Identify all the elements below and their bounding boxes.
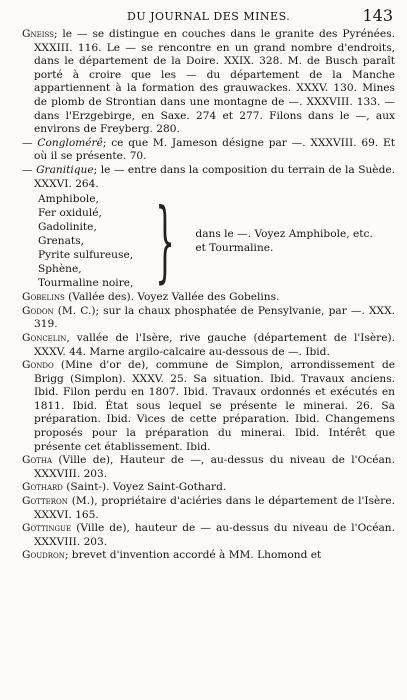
mineral-item: Grenats, (38, 235, 84, 248)
index-entry-gotha (22, 454, 395, 481)
mineral-note-line: et Tourmaline. (195, 242, 274, 255)
index-entry-goncelin (22, 332, 395, 359)
index-entry-granitique (22, 164, 395, 191)
mineral-item: Sphène, (38, 263, 82, 276)
page-number: 143 (362, 6, 393, 25)
entry-text: (Saint-). Voyez Saint-Gothard. (62, 481, 227, 494)
entry-head: — Conglomérê (22, 136, 103, 149)
mineral-item: Gadolinite, (38, 221, 97, 234)
entry-text: ; le — se distingue en couches dans le granite des Pyrénées. XXXIII. 116. Le — se rencontre en un grand nombre d'endroits, dans le département de la Doire. XXIX. 328. M. de Busch paraît porté à croire que les — du département de la Manche appartiennent à la formation des grauwackes. XXXV. 130. Mines de plomb de Strontian dans une montagne de —. XXXVIII. 133. — dans l'Erzgebirge, en Saxe. 274 et 277. Filons dans le —, aux environs de Freyberg. 280. (34, 28, 395, 136)
mineral-item: Fer oxidulé, (38, 207, 102, 220)
entry-text: ; ce que M. Jameson désigne par —. XXXVIII. 69. Et où il se présente. 70. (34, 136, 395, 163)
mineral-note-line: dans le —. Voyez Amphibole, etc. (195, 228, 373, 241)
entry-head: Godon (22, 304, 54, 317)
entry-head: Gondo (22, 359, 54, 372)
entry-text: (M. C.); sur la chaux phosphatée de Pensylvanie, par —. XXX. 319. (34, 304, 395, 331)
mineral-item: Tourmaline noire, (38, 277, 134, 290)
page-header (22, 6, 395, 28)
index-body (22, 28, 395, 563)
index-entry-gottingue (22, 522, 395, 549)
entry-text: , vallée de l'Isère, rive gauche (département de l'Isère). XXXV. 44. Marne argilo-calcaire au-dessous de —. Ibid. (34, 331, 395, 358)
mineral-item: Amphibole, (38, 193, 99, 206)
entry-head: Gobelins (22, 291, 65, 304)
entry-head: Gothard (22, 481, 63, 494)
index-entry-gobelins (22, 291, 395, 305)
index-entry-conglomere (22, 137, 395, 164)
entry-text: (Ville de), Hauteur de —, au-dessus du niveau de l'Océan. XXXVIII. 203. (34, 454, 395, 480)
mineral-list (22, 189, 395, 293)
entry-text: (M.), propriétaire d'aciéries dans le département de l'Isère. XXXVI. 165. (34, 495, 395, 521)
entry-head: Goncelin (22, 331, 67, 344)
index-entry-goudron (22, 549, 395, 563)
entry-text: (Ville de), hauteur de — au-dessus du niveau de l'Océan. XXXVIII. 203. (34, 522, 395, 548)
entry-head: Gottingue (22, 522, 72, 535)
index-entry-gneiss (22, 28, 395, 137)
mineral-list-note (195, 227, 372, 255)
entry-head: Gneiss (22, 28, 54, 40)
mineral-item: Pyrite sulfureuse, (38, 249, 134, 262)
entry-head: Gotha (22, 454, 53, 467)
entry-text: (Mine d'or de), commune de Simplon, arrondissement de Brigg (Simplon). XXXV. 25. Sa situation. Ibid. Travaux anciens. Ibid. Filon perdu en 1807. Ibid. Travaux ordonnés et exécutés en 1811. Ibid. État sous lequel se présente le minerai. 26. Sa préparation. Ibid. Vices de cette préparation. Ibid. Changemens proposés pour la préparation du minerai. Ibid. Intérêt que présente cet établissement. Ibid. (34, 359, 395, 453)
entry-text: (Vallée des). Voyez Vallée des Gobelins. (64, 291, 280, 304)
entry-text: ; brevet d'invention accordé à MM. Lhomond et (64, 549, 322, 562)
index-entry-godon (22, 305, 395, 332)
entry-head: — Granitique (22, 163, 94, 176)
index-entry-gondo (22, 359, 395, 454)
running-title: DU JOURNAL DES MINES. (127, 10, 291, 23)
entry-head: Goudron (22, 549, 65, 562)
entry-head: Gotteron (22, 495, 68, 508)
brace-mark: } (155, 189, 176, 293)
index-entry-gotteron (22, 495, 395, 522)
mineral-list-items (38, 192, 133, 290)
index-entry-gothard (22, 481, 395, 495)
entry-text: ; le — entre dans la composition du terrain de la Suède. XXXVI. 264. (34, 163, 395, 190)
